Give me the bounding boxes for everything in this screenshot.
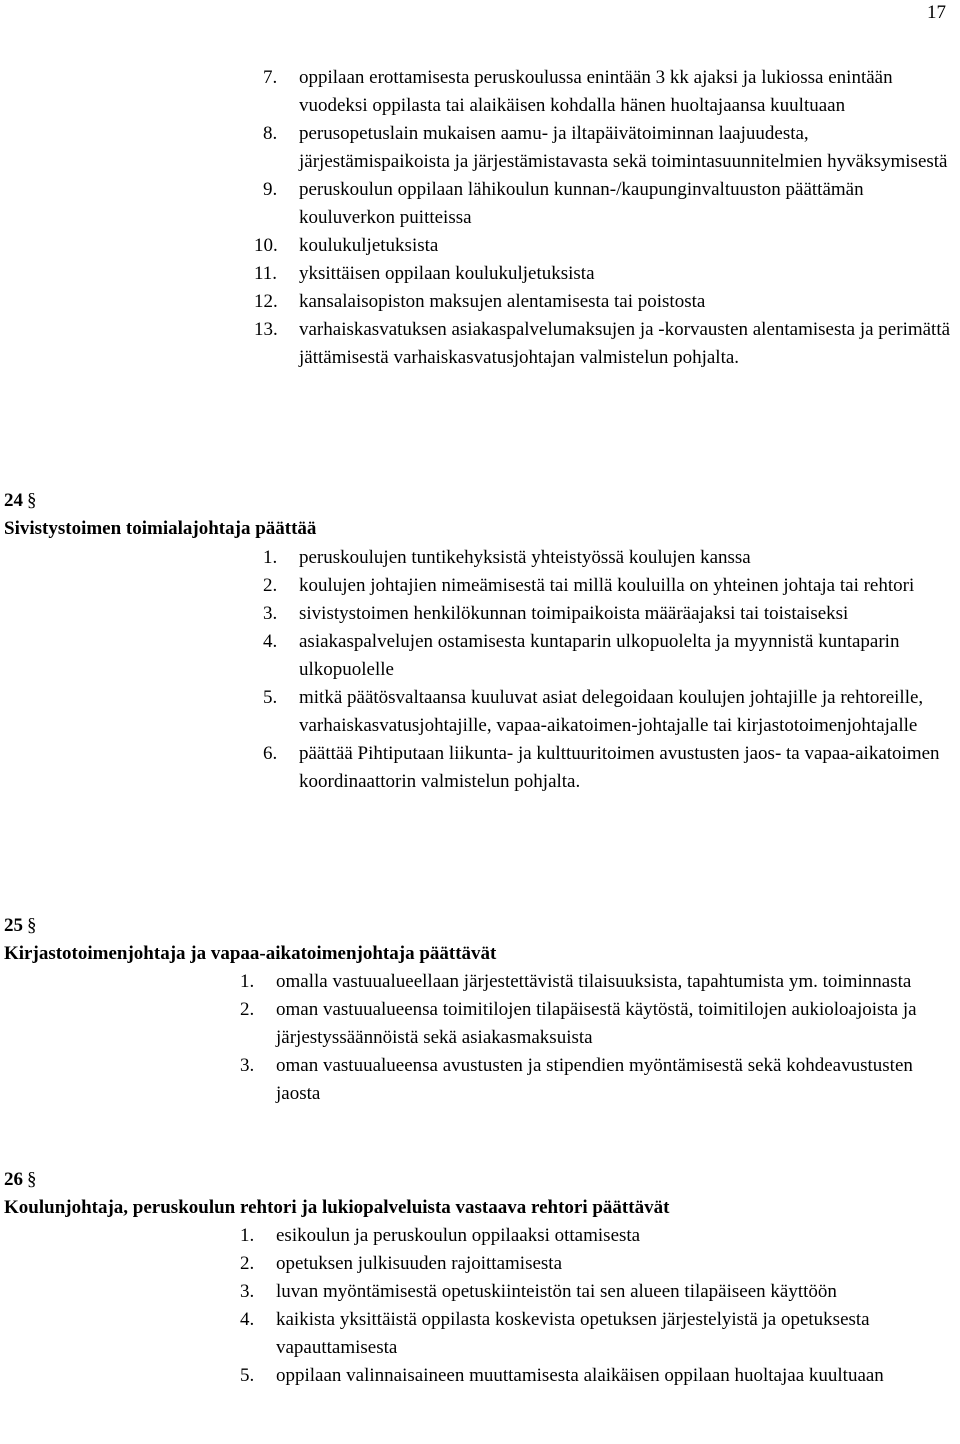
section-title: Sivistystoimen toimialajohtaja päättää [4, 518, 317, 539]
list-item [254, 316, 958, 372]
list-item-number: 2. [240, 1253, 255, 1274]
list-item-number: 9. [263, 179, 278, 200]
list-item-text: oman vastuualueensa toimitilojen tilapäisestä käytöstä, toimitilojen aukioloajoista ja järjestyssäännöistä sekä asiakasmaksuista [276, 999, 917, 1048]
list-item-text: asiakaspalvelujen ostamisesta kuntaparin ulkopuolelta ja myynnistä kuntaparin ulkopuolelle [299, 631, 900, 680]
section-number [4, 1166, 669, 1194]
list-item-number: 5. [263, 687, 278, 708]
list-item-number: 8. [263, 123, 278, 144]
list-item [263, 600, 943, 628]
list-item-number: 4. [263, 631, 278, 652]
list-item-text: oppilaan valinnaisaineen muuttamisesta alaikäisen oppilaan huoltajaa kuultuaan [276, 1365, 884, 1386]
list-item-number: 1. [240, 971, 255, 992]
list-item-number: 7. [263, 67, 278, 88]
list-item-number: 3. [263, 603, 278, 624]
list-item-number: 10. [254, 235, 278, 256]
list-item [240, 1222, 920, 1250]
section-24-list-block [263, 544, 943, 796]
list-item [240, 1306, 920, 1362]
list-item-text: perusopetuslain mukaisen aamu- ja iltapäivätoiminnan laajuudesta, järjestämispaikoista ja järjestämistavasta sekä toimintasuunnitelmien hyväksymisestä [299, 123, 948, 172]
list-item [254, 232, 958, 260]
list-item-text: peruskoulun oppilaan lähikoulun kunnan-/kaupunginvaltuuston päättämän kouluverkon puitteissa [299, 179, 864, 228]
list-item [263, 740, 943, 796]
section-number-value: 24 [4, 490, 23, 511]
section-number-value: 26 [4, 1169, 23, 1190]
list-item [240, 1052, 955, 1108]
intro-list [254, 64, 958, 372]
section-title: Kirjastotoimenjohtaja ja vapaa-aikatoimenjohtaja päättävät [4, 943, 497, 964]
page-number: 17 [927, 2, 946, 23]
list-item-text: yksittäisen oppilaan koulukuljetuksista [299, 263, 595, 284]
list-item [263, 64, 958, 120]
list-item-text: koulujen johtajien nimeämisestä tai millä kouluilla on yhteinen johtaja tai rehtori [299, 575, 915, 596]
list-item [254, 260, 958, 288]
section-24-list [263, 544, 943, 796]
list-item-number: 5. [240, 1365, 255, 1386]
list-item [263, 628, 943, 684]
list-item-number: 4. [240, 1309, 255, 1330]
intro-list-block [254, 64, 958, 372]
list-item-text: opetuksen julkisuuden rajoittamisesta [276, 1253, 563, 1274]
list-item [263, 684, 943, 740]
list-item [254, 288, 958, 316]
list-item [263, 120, 958, 176]
list-item [263, 544, 943, 572]
list-item-number: 13. [254, 319, 278, 340]
list-item-text: esikoulun ja peruskoulun oppilaaksi ottamisesta [276, 1225, 641, 1246]
list-item-text: omalla vastuualueellaan järjestettävistä tilaisuuksista, tapahtumista ym. toiminnasta [276, 971, 912, 992]
list-item-text: päättää Pihtiputaan liikunta- ja kulttuuritoimen avustusten jaos- ta vapaa-aikatoimen koordinaattorin valmistelun pohjalta. [299, 743, 940, 792]
section-number [4, 912, 496, 940]
section-number-value: 25 [4, 915, 23, 936]
section-title: Koulunjohtaja, peruskoulun rehtori ja lukiopalveluista vastaava rehtori päättävät [4, 1197, 670, 1218]
list-item-text: varhaiskasvatuksen asiakaspalvelumaksujen ja -korvausten alentamisesta ja perimättä jättämisestä varhaiskasvatusjohtajan valmistelun pohjalta. [299, 319, 951, 368]
list-item-number: 6. [263, 743, 278, 764]
list-item-text: mitkä päätösvaltaansa kuuluvat asiat delegoidaan koulujen johtajille ja rehtoreille, varhaiskasvatusjohtajille, vapaa-aikatoimen-johtajalle tai kirjastotoimenjohtajalle [299, 687, 924, 736]
section-26-list [240, 1222, 920, 1390]
list-item-text: luvan myöntämisestä opetuskiinteistön tai sen alueen tilapäiseen käyttöön [276, 1281, 837, 1302]
list-item-number: 1. [240, 1225, 255, 1246]
list-item [240, 1362, 920, 1390]
list-item [240, 996, 955, 1052]
list-item-number: 3. [240, 1055, 255, 1076]
section-symbol: § [27, 915, 37, 936]
section-symbol: § [27, 490, 37, 511]
list-item-text: kansalaisopiston maksujen alentamisesta tai poistosta [299, 291, 706, 312]
section-number [4, 487, 316, 515]
list-item-text: koulukuljetuksista [299, 235, 439, 256]
list-item-text: oman vastuualueensa avustusten ja stipendien myöntämisestä sekä kohdeavustusten jaosta [276, 1055, 913, 1104]
section-heading-25 [4, 912, 496, 968]
section-heading-26 [4, 1166, 669, 1222]
list-item-text: oppilaan erottamisesta peruskoulussa enintään 3 kk ajaksi ja lukiossa enintään vuodeksi oppilasta tai alaikäisen kohdalla hänen huoltajaansa kuultuaan [299, 67, 893, 116]
list-item-number: 11. [254, 263, 278, 284]
list-item [263, 176, 958, 232]
section-25-list-block [240, 968, 955, 1108]
list-item-number: 3. [240, 1281, 255, 1302]
list-item-text: sivistystoimen henkilökunnan toimipaikoista määräajaksi tai toistaiseksi [299, 603, 849, 624]
list-item-number: 2. [263, 575, 278, 596]
section-symbol: § [27, 1169, 37, 1190]
list-item-number: 1. [263, 547, 278, 568]
section-26-list-block [240, 1222, 920, 1390]
list-item [240, 1250, 920, 1278]
list-item [240, 968, 955, 996]
section-25-list [240, 968, 955, 1108]
list-item [263, 572, 943, 600]
list-item-number: 2. [240, 999, 255, 1020]
section-heading-24 [4, 487, 316, 543]
list-item [240, 1278, 920, 1306]
list-item-text: kaikista yksittäistä oppilasta koskevista opetuksen järjestelyistä ja opetuksesta vapauttamisesta [276, 1309, 870, 1358]
list-item-number: 12. [254, 291, 278, 312]
list-item-text: peruskoulujen tuntikehyksistä yhteistyössä koulujen kanssa [299, 547, 751, 568]
